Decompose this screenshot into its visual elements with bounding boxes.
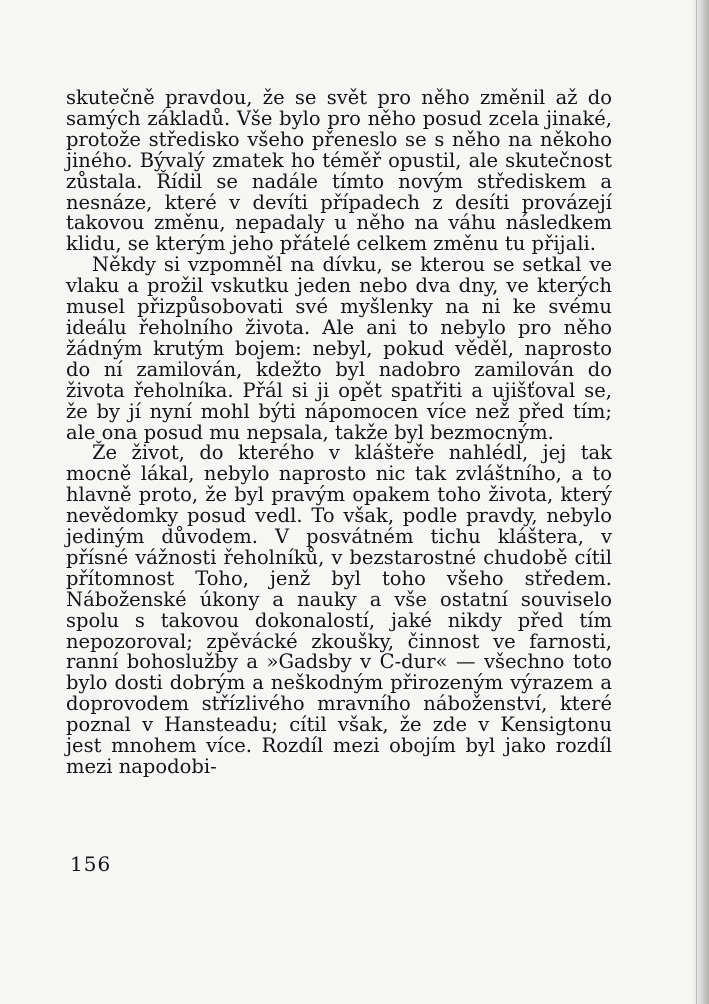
page-number: 156 <box>70 852 112 876</box>
paragraph-1: skutečně pravdou, že se svět pro něho změnil až do samých základů. Vše bylo pro něho posud zcela jinaké, protože středisko všeho přeneslo se s něho na někoho jiného. Bývalý zmatek ho téměř opustil, ale skutečnost zůstala. Řídil se nadále tímto novým střediskem a nesnáze, které v devíti případech z desíti provázejí takovou změnu, nepadaly u něho na váhu následkem klidu, se kterým jeho přátelé celkem změnu tu přijali. <box>66 86 612 256</box>
body-text <box>66 88 612 778</box>
paragraph-2: Někdy si vzpomněl na dívku, se kterou se setkal ve vlaku a prožil vskutku jeden nebo dva dny, ve kterých musel přizpůsobovati své myšlenky na ni ke svému ideálu řeholního života. Ale ani to nebylo pro něho žádným krutým bojem: nebyl, pokud věděl, naprosto do ní zamilován, kdežto byl nadobro zamilován do života řeholníka. Přál si ji opět spatřiti a ujišťoval se, že by jí nyní mohl býti nápomocen více než před tím; ale ona posud mu nepsala, takže byl bezmocným. <box>66 253 612 444</box>
page-edge-shadow <box>691 0 709 1004</box>
paragraph-3: Že život, do kterého v klášteře nahlédl, jej tak mocně lákal, nebylo naprosto nic tak zvláštního, a to hlavně proto, že byl pravým opakem toho života, který nevědomky posud vedl. To však, podle pravdy, nebylo jediným důvodem. V posvátném tichu kláštera, v přísné vážnosti řeholníků, v bezstarostné chudobě cítil přítomnost Toho, jenž byl toho všeho středem. Náboženské úkony a nauky a vše ostatní souviselo spolu s takovou dokonalostí, jaké nikdy před tím nepozoroval; zpěvácké zkoušky, činnost ve farnosti, ranní bohoslužby a »Gadsby v C-dur« — všechno toto bylo dosti dobrým a neškodným přirozeným výrazem a doprovodem střízlivého mravního náboženství, které poznal v Hansteadu; cítil však, že zde v Kensigtonu jest mnohem více. Rozdíl mezi obojím byl jako rozdíl mezi napodobi- <box>66 441 612 778</box>
